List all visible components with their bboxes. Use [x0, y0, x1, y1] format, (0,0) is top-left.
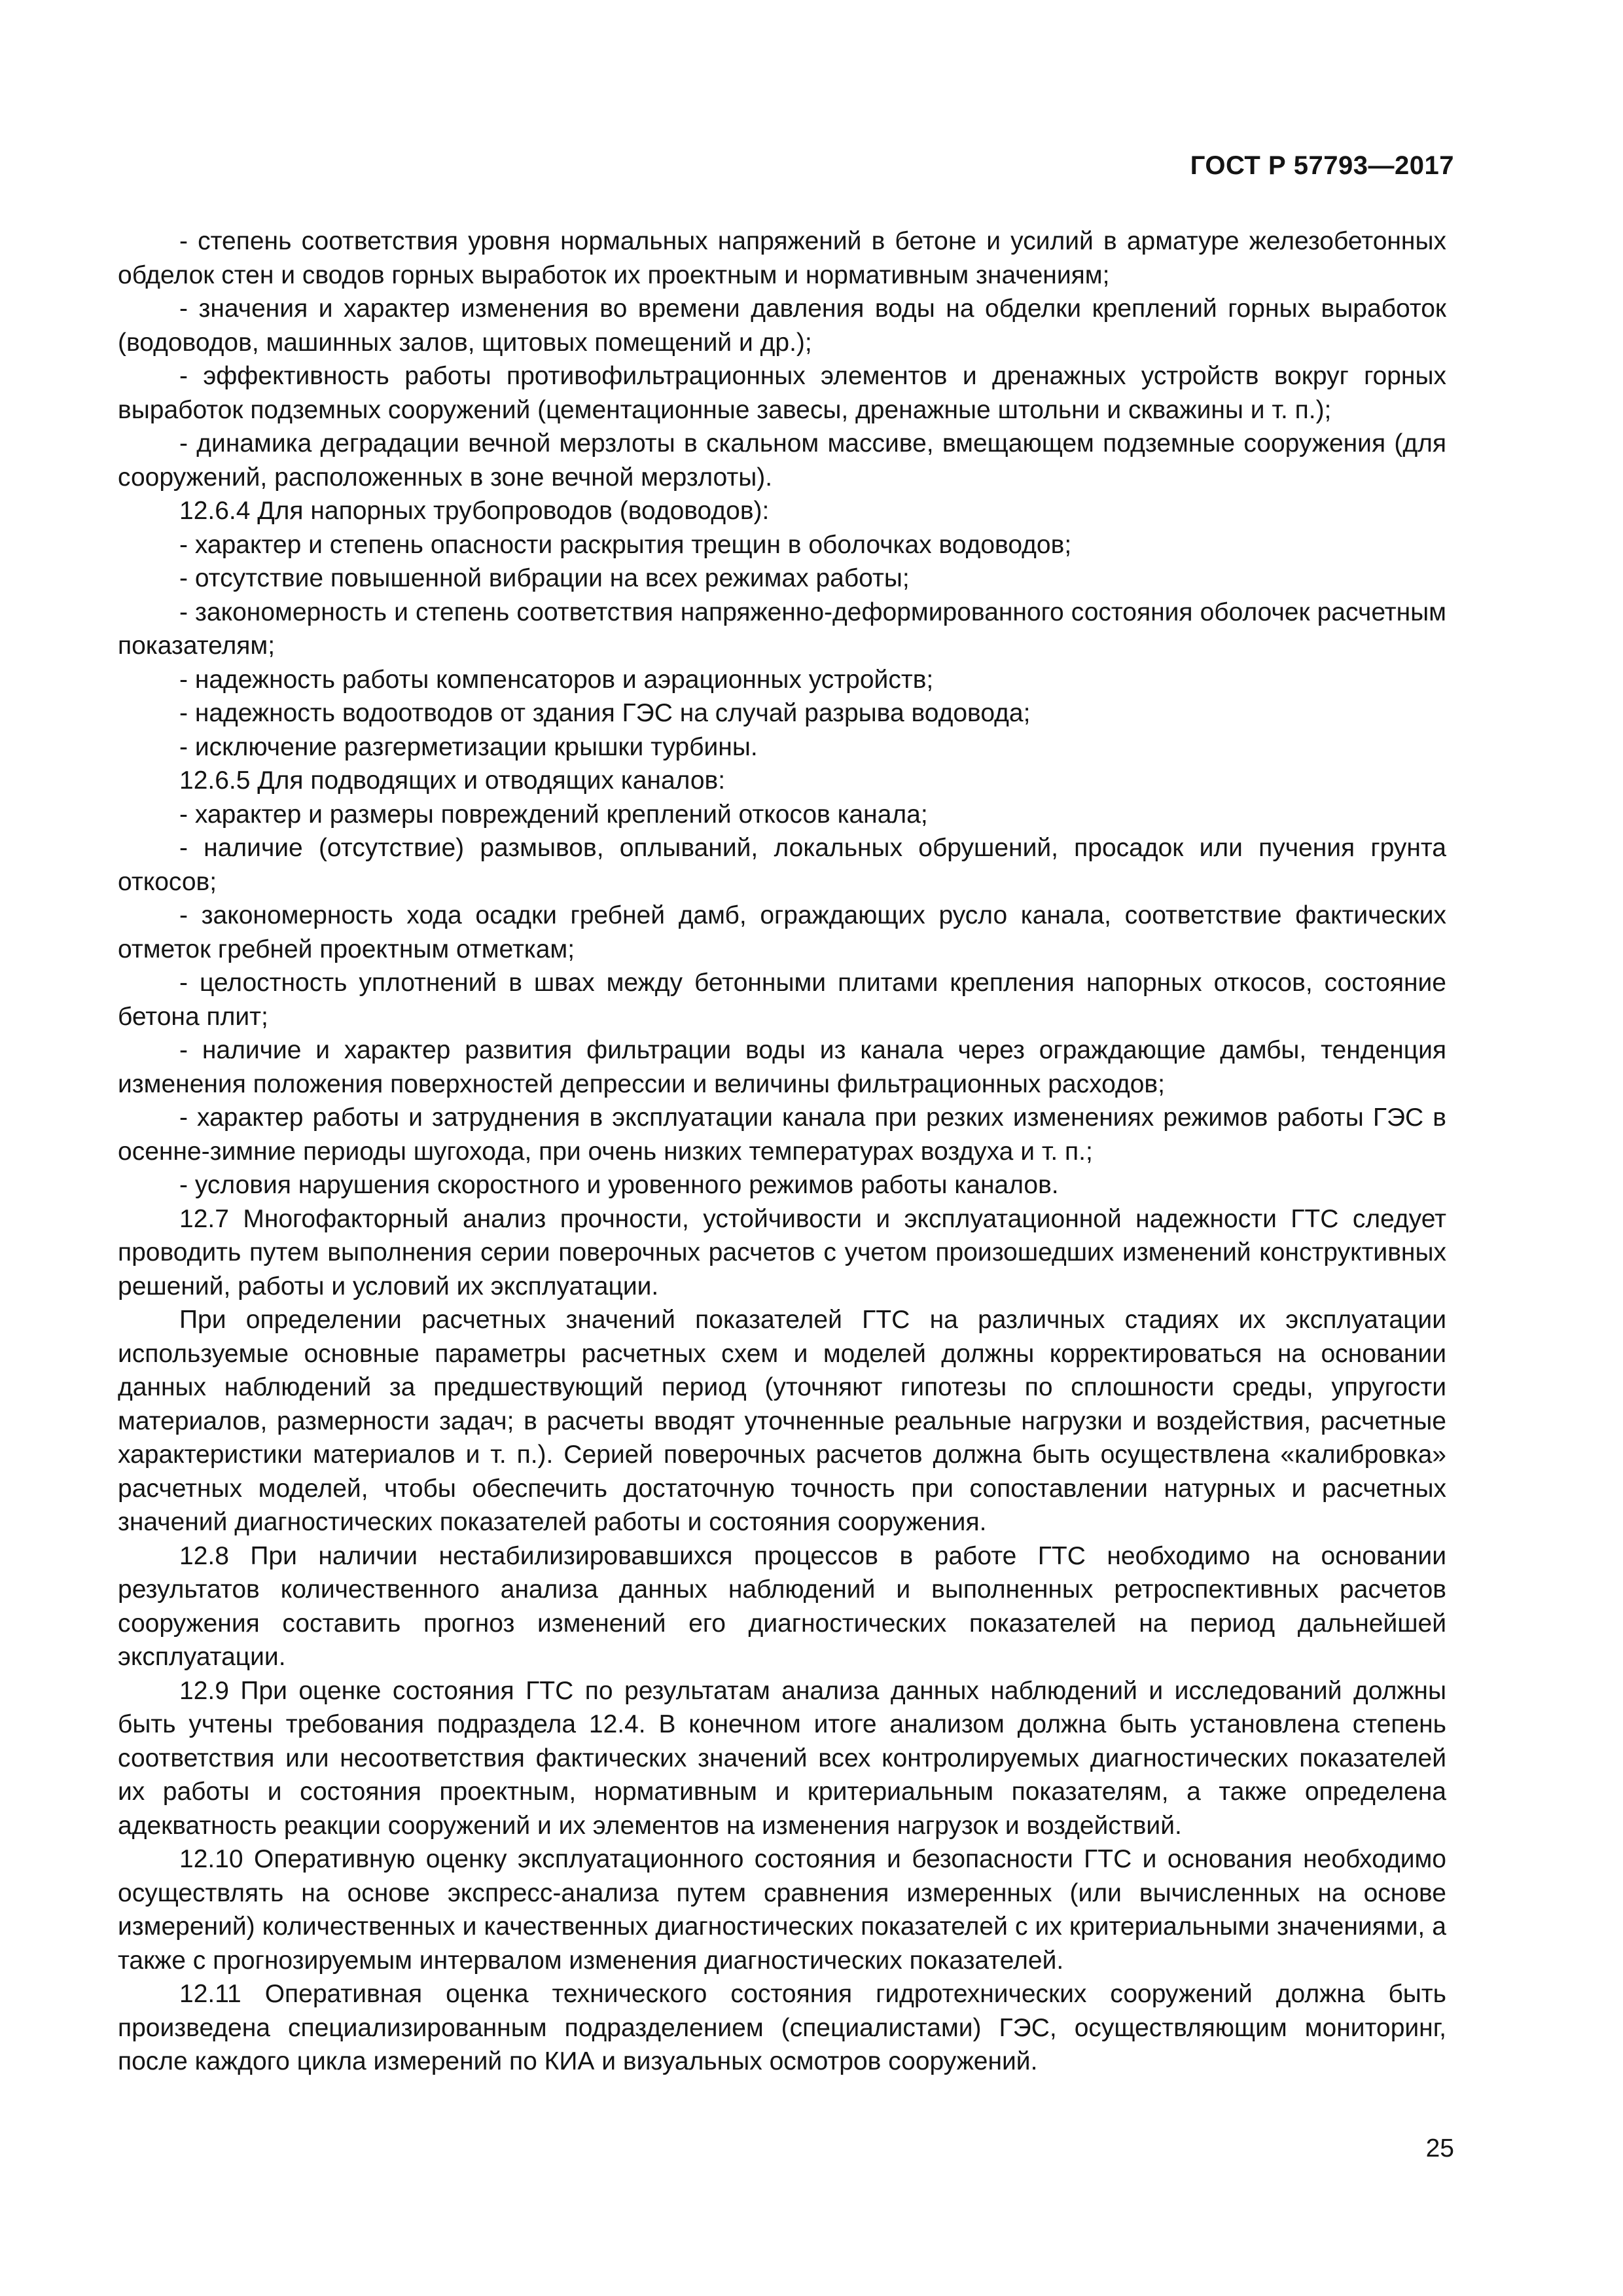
paragraph: - характер работы и затруднения в эксплуатации канала при резких изменениях режимов работы ГЭС в осенне-зимние периоды шугохода, при очень низких температурах воздуха и т. п.; — [118, 1103, 1446, 1166]
section-12-8: 12.8 При наличии нестабилизировавшихся процессов в работе ГТС необходимо на основании результатов количественного анализа данных наблюдений и выполненных ретроспективных расчетов сооружения составить прогноз изменений его диагностических показателей на период дальнейшей эксплуатации. — [118, 1541, 1446, 1671]
paragraph: - наличие (отсутствие) размывов, оплываний, локальных обрушений, просадок или пучения грунта откосов; — [118, 834, 1446, 896]
paragraph: - закономерность и степень соответствия напряженно-деформированного состояния оболочек расчетным показателям; — [118, 598, 1446, 660]
document-standard-number: ГОСТ Р 57793—2017 — [1190, 151, 1454, 180]
paragraph: - наличие и характер развития фильтрации воды из канала через ограждающие дамбы, тенденция изменения положения поверхностей депрессии и величины фильтрационных расходов; — [118, 1036, 1446, 1098]
paragraph: - характер и размеры повреждений креплений откосов канала; — [179, 800, 928, 829]
paragraph: - условия нарушения скоростного и уровенного режимов работы каналов. — [179, 1171, 1059, 1199]
paragraph: - характер и степень опасности раскрытия трещин в оболочках водоводов; — [179, 530, 1072, 559]
paragraph: - отсутствие повышенной вибрации на всех режимах работы; — [179, 564, 910, 592]
section-12-9: 12.9 При оценке состояния ГТС по результатам анализа данных наблюдений и исследований должны быть учтены требования подраздела 12.4. В конечном итоге анализом должна быть установлена степень соответствия или несоответствия фактических значений всех контролируемых диагностических показателей их работы и состояния проектным, нормативным и критериальным показателям, а также определена адекватность реакции сооружений и их элементов на изменения нагрузок и воздействий. — [118, 1676, 1446, 1840]
paragraph: - степень соответствия уровня нормальных напряжений в бетоне и усилий в арматуре железобетонных обделок стен и сводов горных выработок их проектным и нормативным значениям; — [118, 227, 1446, 289]
section-12-11: 12.11 Оперативная оценка технического состояния гидротехнических сооружений должна быть произведена специализированным подразделением (специалистами) ГЭС, осуществляющим мониторинг, после каждого цикла измерений по КИА и визуальных осмотров сооружений. — [118, 1980, 1446, 2075]
section-heading-12-6-4: 12.6.4 Для напорных трубопроводов (водоводов): — [179, 497, 770, 525]
document-body — [118, 224, 1446, 2079]
section-heading-12-6-5: 12.6.5 Для подводящих и отводящих каналов: — [179, 766, 726, 795]
section-12-7: 12.7 Многофакторный анализ прочности, устойчивости и эксплуатационной надежности ГТС следует проводить путем выполнения серии поверочных расчетов с учетом произошедших изменений конструктивных решений, работы и условий их эксплуатации. — [118, 1204, 1446, 1300]
paragraph: При определении расчетных значений показателей ГТС на различных стадиях их эксплуатации используемые основные параметры расчетных схем и моделей должны корректироваться на основании данных наблюдений за предшествующий период (уточняют гипотезы по сплошности среды, упругости материалов, размерности задач; в расчеты вводят уточненные реальные нагрузки и воздействия, расчетные характеристики материалов и т. п.). Серией поверочных расчетов должна быть осуществлена «калибровка» расчетных моделей, чтобы обеспечить достаточную точность при сопоставлении натурных и расчетных значений диагностических показателей работы и состояния сооружения. — [118, 1306, 1446, 1536]
paragraph: - закономерность хода осадки гребней дамб, ограждающих русло канала, соответствие фактических отметок гребней проектным отметкам; — [118, 901, 1446, 963]
paragraph: - целостность уплотнений в швах между бетонными плитами крепления напорных откосов, состояние бетона плит; — [118, 969, 1446, 1031]
paragraph: - значения и характер изменения во времени давления воды на обделки креплений горных выработок (водоводов, машинных залов, щитовых помещений и др.); — [118, 295, 1446, 357]
paragraph: - динамика деградации вечной мерзлоты в скальном массиве, вмещающем подземные сооружения (для сооружений, расположенных в зоне вечной мерзлоты). — [118, 429, 1446, 492]
section-12-10: 12.10 Оперативную оценку эксплуатационного состояния и безопасности ГТС и основания необходимо осуществлять на основе экспресс-анализа путем сравнения измеренных (или вычисленных на основе измерений) количественных и качественных диагностических показателей с их критериальными значениями, а также с прогнозируемым интервалом изменения диагностических показателей. — [118, 1845, 1446, 1975]
page-number: 25 — [1425, 2134, 1454, 2162]
paragraph: - исключение разгерметизации крышки турбины. — [179, 732, 758, 761]
paragraph: - эффективность работы противофильтрационных элементов и дренажных устройств вокруг горных выработок подземных сооружений (цементационные завесы, дренажные штольни и скважины и т. п.); — [118, 362, 1446, 424]
paragraph: - надежность работы компенсаторов и аэрационных устройств; — [179, 665, 934, 694]
paragraph: - надежность водоотводов от здания ГЭС на случай разрыва водовода; — [179, 699, 1031, 727]
